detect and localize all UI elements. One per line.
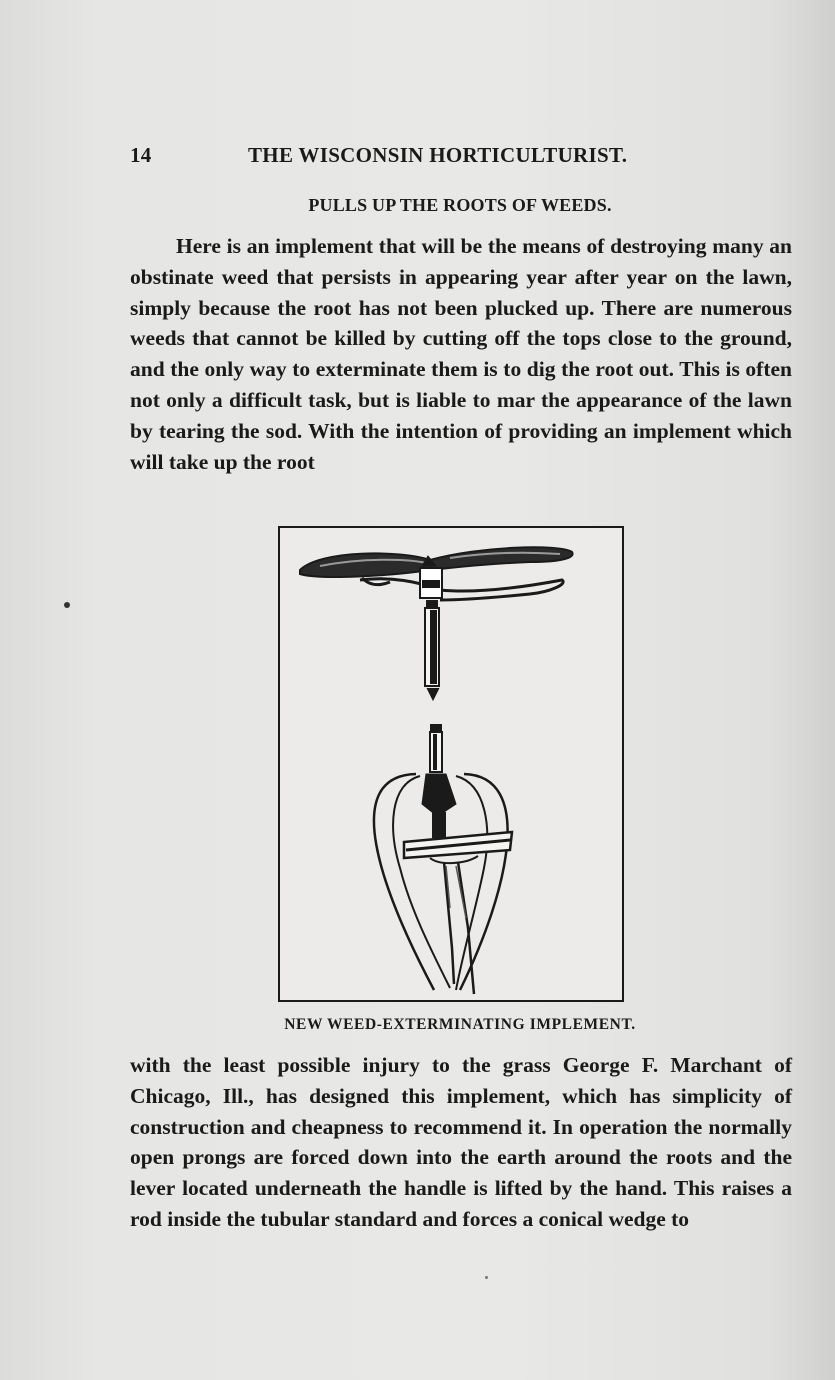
prong-assembly — [374, 724, 512, 994]
figure-frame — [278, 526, 624, 1002]
running-header — [130, 143, 695, 173]
ink-speck — [64, 602, 70, 608]
paragraph-before-figure: Here is an implement that will be the means of destroying many an obstinate weed that persists in appearing year after year on the lawn, simply because the root has not been plucked up. There are numerous weeds that cannot be killed by cutting off the tops close to the ground, and the only way to exterminate them is to dig the root out. This is often not only a difficult task, but is liable to mar the appearance of the lawn by tearing the sod. With the intention of providing an implement which will take up the root — [130, 234, 792, 474]
page-number: 14 — [130, 143, 152, 167]
ink-speck — [485, 1276, 488, 1279]
paragraph-after-figure: with the least possible injury to the grass George F. Marchant of Chicago, Ill., has designed this implement, which has simplicity of construction and cheapness to recommend it. In operation the normally open prongs are forced down into the earth around the roots and the lever located underneath the handle is lifted by the hand. This raises a rod inside the tubular standard and forces a conical wedge to — [130, 1053, 792, 1231]
journal-title: THE WISCONSIN HORTICULTURIST. — [248, 143, 628, 167]
weed-implement-illustration — [280, 528, 622, 1000]
figure-caption: NEW WEED-EXTERMINATING IMPLEMENT. — [284, 1016, 636, 1033]
handle-assembly — [300, 547, 573, 700]
article-title: PULLS UP THE ROOTS OF WEEDS. — [308, 195, 612, 215]
